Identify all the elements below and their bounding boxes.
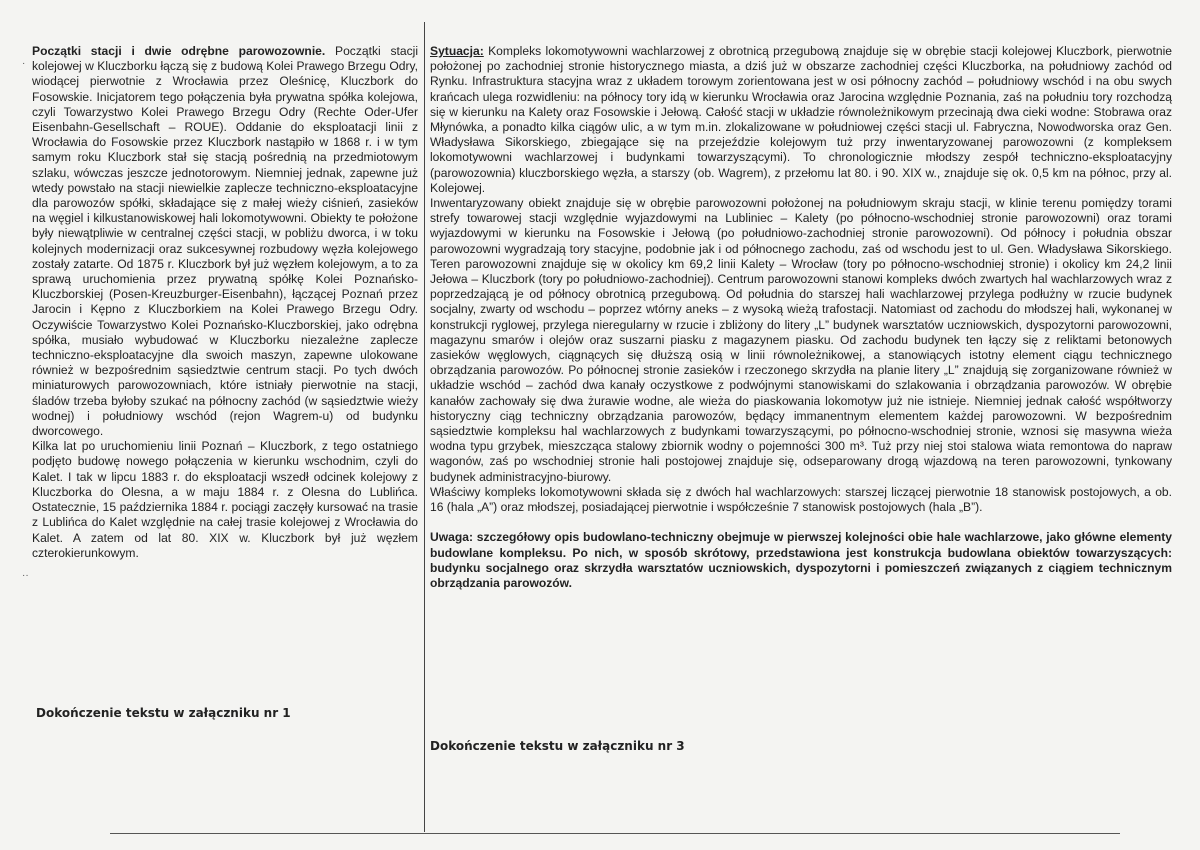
section-heading-origins: Początki stacji i dwie odrębne parowozownie.: [32, 44, 326, 58]
left-paragraph-history-text: Początki stacji kolejowej w Kluczborku łączą się z budową Kolei Prawego Brzegu Odry, wiodącej pierwotnie z Wrocławia przez Oleśnicę, Kluczbork do Fosowskie. Inicjatorem tego połączenia była prywatna spółka kolejowa, czyli Towarzystwo Kolei Prawego Brzegu Odry (Rechte Oder-Ufer Eisenbahn-Gesellschaft – ROUE). Oddanie do eksploatacji linii z Wrocławia do Fosowskie przez Kluczbork nastąpiło w 1868 r. i w tym samym roku Kluczbork stał się stacją pośrednią na przedmiotowym szlaku, wówczas jeszcze jednotorowym. Niemniej jednak, zapewne już wtedy powstało na stacji niewielkie zaplecze techniczno-eksploatacyjne dla parowozów spółki, składające się z małej wieży ciśnień, zasieków na węgiel i kilkustanowiskowej hali lokomotywowni. Obiekty te położone były niewątpliwie w centralnej części stacji, w pobliżu dworca, i w toku kolejnych modernizacji oraz sukcesywnej rozbudowy węzła kolejowego zostały zatarte. Od 1875 r. Kluczbork był już węzłem kolejowym, a to za sprawą uruchomienia przez prywatną spółkę Kolei Poznańsko-Kluczborskiej (Posen-Kreuzburger-Eisenbahn), łączącej Poznań przez Jarocin i Kępno z Kluczborkiem na Kolei Prawego Brzegu Odry. Oczywiście Towarzystwo Kolei Poznańsko-Kluczborskiej, jako odrębna spółka, musiało wybudować w Kluczborku niezależne zaplecze techniczno-eksploatacyjne dla swoich maszyn, zapewne ulokowane również w bezpośrednim sąsiedztwie centrum stacji. Po tych dwóch miniaturowych parowozowniach, które istniały pierwotnie na stacji, śladów trzeba byłoby szukać na północny zachód (w sąsiedztwie wieży wodnej) i południowy wschód (rejon Wagrem-u) od budynku dworcowego.: [32, 44, 419, 439]
scan-speck: ··: [22, 570, 29, 581]
right-column: [430, 44, 1172, 591]
left-paragraph-eastern-line: Kilka lat po uruchomieniu linii Poznań – Kluczbork, z tego ostatniego podjęto budowę nowego połączenia w kierunku wschodnim, czyli do Kalet. I tak w lipcu 1883 r. do eksploatacji wszedł odcinek kolejowy z Kluczborka do Olesna, a w maju 1884 r. z Olesna do Lublińca. Ostatecznie, 15 października 1884 r. pociągi zaczęły kursować na trasie z Lublińca do Kalet względnie na całej trasie kolejowej z Wrocławia do Kalet. A zatem od lat 80. XIX w. Kluczbork był już węzłem czterokierunkowym.: [32, 439, 418, 560]
right-continuation-note: Dokończenie tekstu w załączniku nr 3: [430, 739, 685, 753]
left-column: [32, 44, 418, 561]
bottom-rule-line: [110, 833, 1120, 834]
right-paragraph-situation-text: Kompleks lokomotywowni wachlarzowej z obrotnicą przegubową znajduje się w obrębie stacji kolejowej Kluczbork, pierwotnie położonej po zachodniej stronie historycznego miasta, a dziś już w obszarze zachodniej części Kluczborka, na południowy zachód od Rynku. Infrastruktura stacyjna wraz z układem torowym zorientowana jest w osi północny zachód – południowy wschód i na obu swych krańcach ulega rozwidleniu: na północy tory idą w kierunku Wrocławia oraz Jarocina względnie Poznania, zaś na południu tory rozchodzą się w kierunku na Kalety oraz Fosowskie i Jełową. Całość stacji w układzie równoleżnikowym przecinają dwa cieki wodne: Stobrawa oraz Młynówka, a ponadto kilka ciągów ulic, a w tym m.in. zlokalizowane w południowej części stacji ul. Fabryczna, Nowodworska oraz Gen. Władysława Sikorskiego, zbiegające się na przejeździe kolejowym tuż przy inwentaryzowanej parowozowni (z kompleksem lokomotywowni wachlarzowej i budynkami towarzyszącymi). To chronologicznie młodszy zespół techniczno-eksploatacyjny (parowozownia) kluczborskiego węzła, a starszy (ob. Wagrem), z przełomu lat 80. i 90. XIX w., znajduje się ok. 0,5 km na północ, przy al. Kolejowej.: [430, 44, 1172, 195]
left-paragraph-history: [32, 44, 418, 439]
right-paragraph-inventory: Inwentaryzowany obiekt znajduje się w obrębie parowozowni położonej na południowym skraju stacji, w klinie terenu pomiędzy torami strefy towarowej stacji względnie wyjazdowymi na Lubliniec – Kalety (po północno-wschodniej stronie parowozowni) oraz torami wyjazdowymi w kierunku na Fosowskie i Jełową (po południowo-zachodniej stronie parowozowni). Od północy i południa obszar parowozowni wygradzają tory stacyjne, podobnie jak i od północnego zachodu, zaś od wschodu jest to ul. Gen. Władysława Sikorskiego. Teren parowozowni znajduje się w okolicy km 69,2 linii Kalety – Wrocław (tory po północno-wschodniej stronie) i okolicy km 24,2 linii Jełowa – Kluczbork (tory po południowo-zachodniej). Centrum parowozowni stanowi kompleks dwóch zwartych hal wachlarzowych wraz z poprzedzającą je od północy obrotnicą przegubową. Od południa do starszej hali wachlarzowej przylega podłużny w rzucie budynek socjalny, zwarty od wschodu – poprzez wtórny aneks – z wysoką wieżą trafostacji. Natomiast od zachodu do młodszej hali, wykonanej w konstrukcji ryglowej, przylega nieregularny w rzucie i zbliżony do litery „L” budynek warsztatów uczniowskich, dyspozytorni parowozowni, magazynu smarów i olejów oraz suszarni piasku z magazynem piasku. Od zachodu budynek ten łączy się z reliktami betonowych zasieków węglowych, ciągnących się dłuższą osią w linii równoleżnikowej, a stanowiących istotny element ciągu technicznego obrządzania parowozów. Po północnej stronie zasieków i rzeczonego skrzydła na planie litery „L” znajdują się zorganizowane również w układzie wschód – zachód dwa kanały oczystkowe z podwójnymi stanowiskami do szlakowania i obrządzania parowozów. W obrębie kanałów zachowały się dwa żurawie wodne, ale wieża do piaskowania lokomotyw już nie istnieje. Niemniej jednak całość współtworzy historyczny ciąg techniczny obrządzania parowozów, będący immanentnym elementem każdej parowozowni. W bezpośrednim sąsiedztwie kompleksu hal wachlarzowych z budynkami towarzyszącymi, po północno-wschodniej stronie, wznosi się masywna wieża wodna typu grzybek, mieszcząca stalowy zbiornik wodny o pojemności 300 m³. Tuż przy niej stoi stalowa wiata remontowa do napraw wagonów, zaś po wschodniej stronie hali postojowej znajduje się, odseparowany drogą wjazdową na teren parowozowni, tynkowany budynek administracyjno-biurowy.: [430, 196, 1172, 484]
left-continuation-note: Dokończenie tekstu w załączniku nr 1: [36, 706, 291, 720]
right-paragraph-roundhouses: Właściwy kompleks lokomotywowni składa się z dwóch hal wachlarzowych: starszej liczącej pierwotnie 18 stanowisk postojowych, a ob. 16 (hala „A”) oraz młodszej, posiadającej pierwotnie i współcześnie 7 stanowisk postojowych (hala „B”).: [430, 484, 1172, 515]
note-paragraph: Uwaga: szczegółowy opis budowlano-techniczny obejmuje w pierwszej kolejności obie hale wachlarzowe, jako główne elementy budowlane kompleksu. Po nich, w sposób skrótowy, przedstawiona jest konstrukcja budowlana obiektów towarzyszących: budynku socjalnego oraz skrzydła warsztatów uczniowskich, dyspozytorni i pomieszczeń związanych z ciągiem technicznym obrządzania parowozów.: [430, 530, 1172, 590]
situation-label: Sytuacja:: [430, 44, 484, 58]
right-paragraph-situation: [430, 44, 1172, 196]
column-divider: [424, 22, 425, 832]
scan-speck: ·: [22, 58, 26, 69]
